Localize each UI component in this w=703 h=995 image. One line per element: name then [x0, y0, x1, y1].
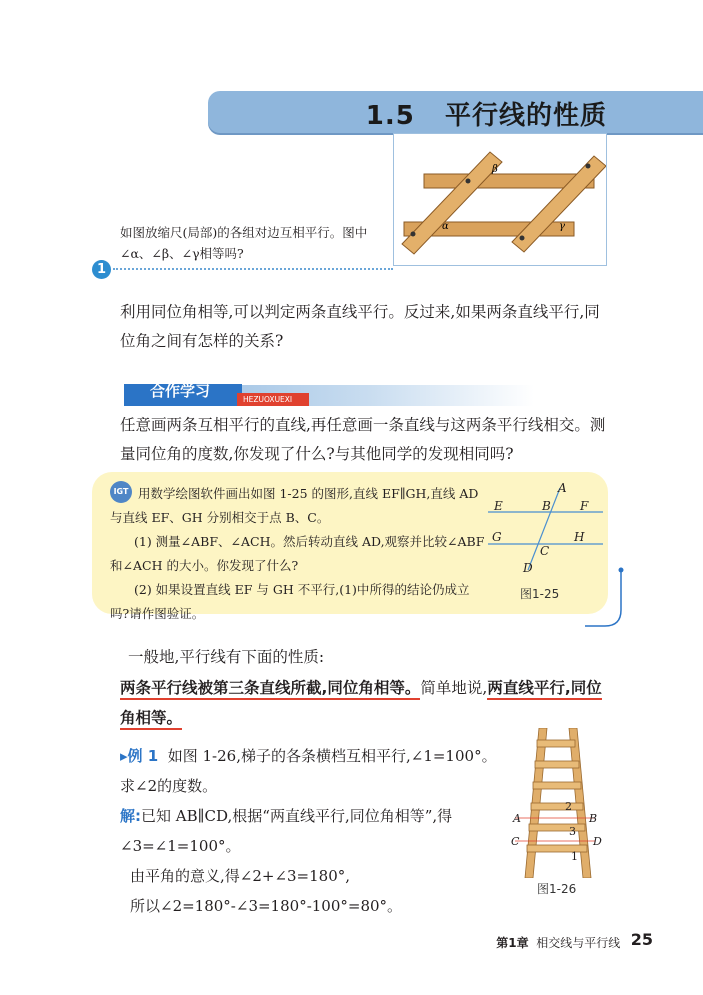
label-B: B [542, 499, 551, 513]
software-activity-text [110, 482, 488, 626]
angle-label-3: 3 [569, 825, 576, 838]
angle-label-1: 1 [571, 850, 578, 863]
activity-line-1: 用数学绘图软件画出如图 1-25 的图形,直线 EF∥GH,直线 AD 与直线 EF、GH 分别相交于点 B、C。 [110, 486, 479, 525]
ladder-label-A: A [513, 812, 521, 825]
section-sublabel: HEZUOXUEXI [237, 393, 309, 406]
ladder-label-D: D [593, 835, 602, 848]
section-title-text: 平行线的性质 [444, 101, 607, 131]
decorative-curve [585, 566, 625, 630]
activity-line-2: (1) 测量∠ABF、∠ACH。然后转动直线 AD,观察并比较∠ABF 和∠ACH 的大小。你发现了什么? [110, 534, 485, 573]
solution-line-1: 已知 AB∥CD,根据“两直线平行,同位角相等”,得∠3=∠1=100°。 [120, 807, 453, 855]
section-label: 合作学习 [124, 384, 242, 406]
alpha-label: α [442, 221, 449, 232]
property-lead: 一般地,平行线有下面的性质: [128, 648, 325, 666]
chapter-title: 相交线与平行线 [536, 936, 621, 950]
example-1 [120, 741, 510, 921]
ladder-label-B: B [589, 812, 598, 825]
example-problem: 如图 1-26,梯子的各条横档互相平行,∠1=100°。求∠2的度数。 [120, 747, 497, 795]
question-text: 如图放缩尺(局部)的各组对边互相平行。图中∠α、∠β、∠γ相等吗? [120, 225, 368, 261]
figure-1-25-caption: 图1-25 [520, 587, 560, 601]
ladder-figure-1-26 [505, 728, 605, 878]
intro-paragraph: 利用同位角相等,可以判定两条直线平行。反过来,如果两条直线平行,同位角之间有怎样的关系? [120, 303, 600, 350]
activity-line-3: (2) 如果设置直线 EF 与 GH 不平行,(1)中所得的结论仍成立吗?请作图验证。 [110, 582, 470, 621]
chapter-number: 第1章 [496, 936, 529, 950]
figure-1-26-caption: 图1-26 [537, 882, 577, 896]
angle-label-2: 2 [565, 800, 572, 813]
label-H: H [574, 530, 585, 544]
ladder-label-C: C [511, 835, 520, 848]
property-full: 两条平行线被第三条直线所截,同位角相等。 [120, 679, 420, 700]
label-G: G [492, 530, 502, 544]
dotted-divider [113, 268, 393, 270]
property-statement [120, 673, 612, 733]
figure-1-25 [488, 480, 603, 580]
question-number-badge: 1 [92, 260, 111, 279]
page-number: 25 [630, 930, 653, 949]
task-paragraph: 任意画两条互相平行的直线,再任意画一条直线与这两条平行线相交。测量同位角的度数,你发现了什么?与其他同学的发现相同吗? [120, 416, 606, 463]
beta-label: β [492, 164, 498, 175]
pantograph-illustration [394, 134, 606, 265]
pantograph-photo [393, 133, 607, 266]
section-title [366, 95, 607, 132]
software-logo-icon: IGT [110, 481, 132, 503]
solution-tag: 解: [120, 807, 141, 825]
label-A: A [558, 481, 567, 495]
label-D: D [523, 561, 533, 575]
section-number: 1.5 [365, 101, 415, 131]
solution-line-3: 所以∠2=180°-∠3=180°-100°=80°。 [130, 897, 403, 915]
solution-line-2: 由平角的意义,得∠2+∠3=180°, [130, 867, 351, 885]
label-E: E [494, 499, 503, 513]
example-tag: ▸例 1 [120, 747, 159, 765]
property-short: 两直线平行,同位角相等。 [120, 679, 602, 730]
label-C: C [540, 544, 550, 558]
gamma-label: γ [559, 221, 565, 232]
label-F: F [580, 499, 589, 513]
property-short-intro: 简单地说, [420, 679, 488, 697]
page-footer [496, 934, 647, 951]
